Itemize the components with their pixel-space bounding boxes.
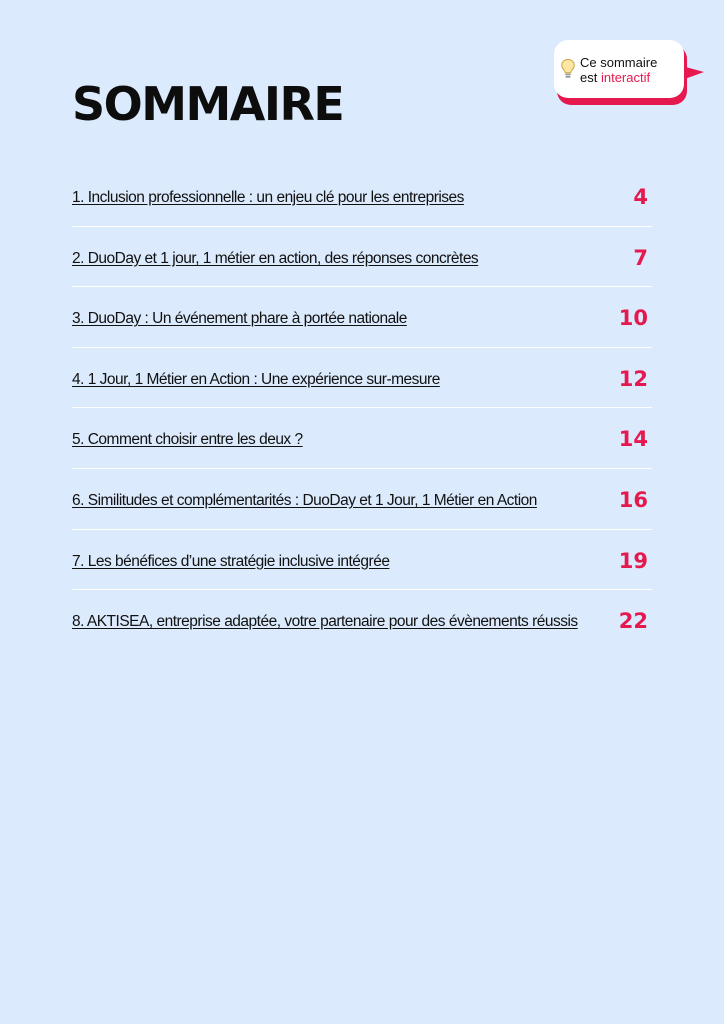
toc-link-1[interactable]: 1. Inclusion professionnelle : un enjeu clé pour les entreprises xyxy=(72,189,464,206)
toc-link-2[interactable]: 2. DuoDay et 1 jour, 1 métier en action, des réponses concrètes xyxy=(72,249,479,267)
toc-page-number-7[interactable]: 19 xyxy=(618,548,648,573)
table-of-contents xyxy=(72,166,652,651)
toc-entry-4 xyxy=(72,348,652,409)
toc-page-number-1[interactable]: 4 xyxy=(633,185,648,209)
toc-entry-8 xyxy=(72,590,652,651)
callout-line-1: Ce sommaire xyxy=(580,55,658,70)
toc-page-number-4[interactable]: 12 xyxy=(618,366,648,391)
callout-line-2-prefix: est xyxy=(580,70,598,85)
callout-accent-word: interactif xyxy=(600,70,651,85)
toc-entry-2 xyxy=(72,227,652,288)
toc-page-number-6[interactable]: 16 xyxy=(618,487,648,512)
toc-entry-1 xyxy=(72,166,652,227)
lightbulb-icon xyxy=(560,58,576,80)
toc-link-3[interactable]: 3. DuoDay : Un événement phare à portée nationale xyxy=(72,310,407,328)
callout-tail xyxy=(682,66,704,80)
toc-page-number-8[interactable]: 22 xyxy=(618,609,648,634)
toc-link-7[interactable]: 7. Les bénéfices d’une stratégie inclusive intégrée xyxy=(72,552,390,570)
toc-entry-3 xyxy=(72,287,652,348)
toc-page-number-2[interactable]: 7 xyxy=(633,245,648,270)
toc-page-number-3[interactable]: 10 xyxy=(618,306,648,331)
toc-entry-6 xyxy=(72,469,652,530)
toc-page-number-5[interactable]: 14 xyxy=(618,427,648,452)
callout-text xyxy=(580,55,657,85)
callout-body xyxy=(554,40,684,98)
toc-link-4[interactable]: 4. 1 Jour, 1 Métier en Action : Une expérience sur-mesure xyxy=(72,370,440,388)
interactive-callout xyxy=(554,40,684,102)
page-title: SOMMAIRE xyxy=(72,77,344,131)
toc-link-6[interactable]: 6. Similitudes et complémentarités : DuoDay et 1 Jour, 1 Métier en Action xyxy=(72,491,537,509)
callout-line-2 xyxy=(580,70,657,85)
toc-entry-7 xyxy=(72,530,652,591)
toc-link-8[interactable]: 8. AKTISEA, entreprise adaptée, votre partenaire pour des évènements réussis xyxy=(72,613,578,631)
toc-link-5[interactable]: 5. Comment choisir entre les deux ? xyxy=(72,431,303,449)
toc-entry-5 xyxy=(72,408,652,469)
